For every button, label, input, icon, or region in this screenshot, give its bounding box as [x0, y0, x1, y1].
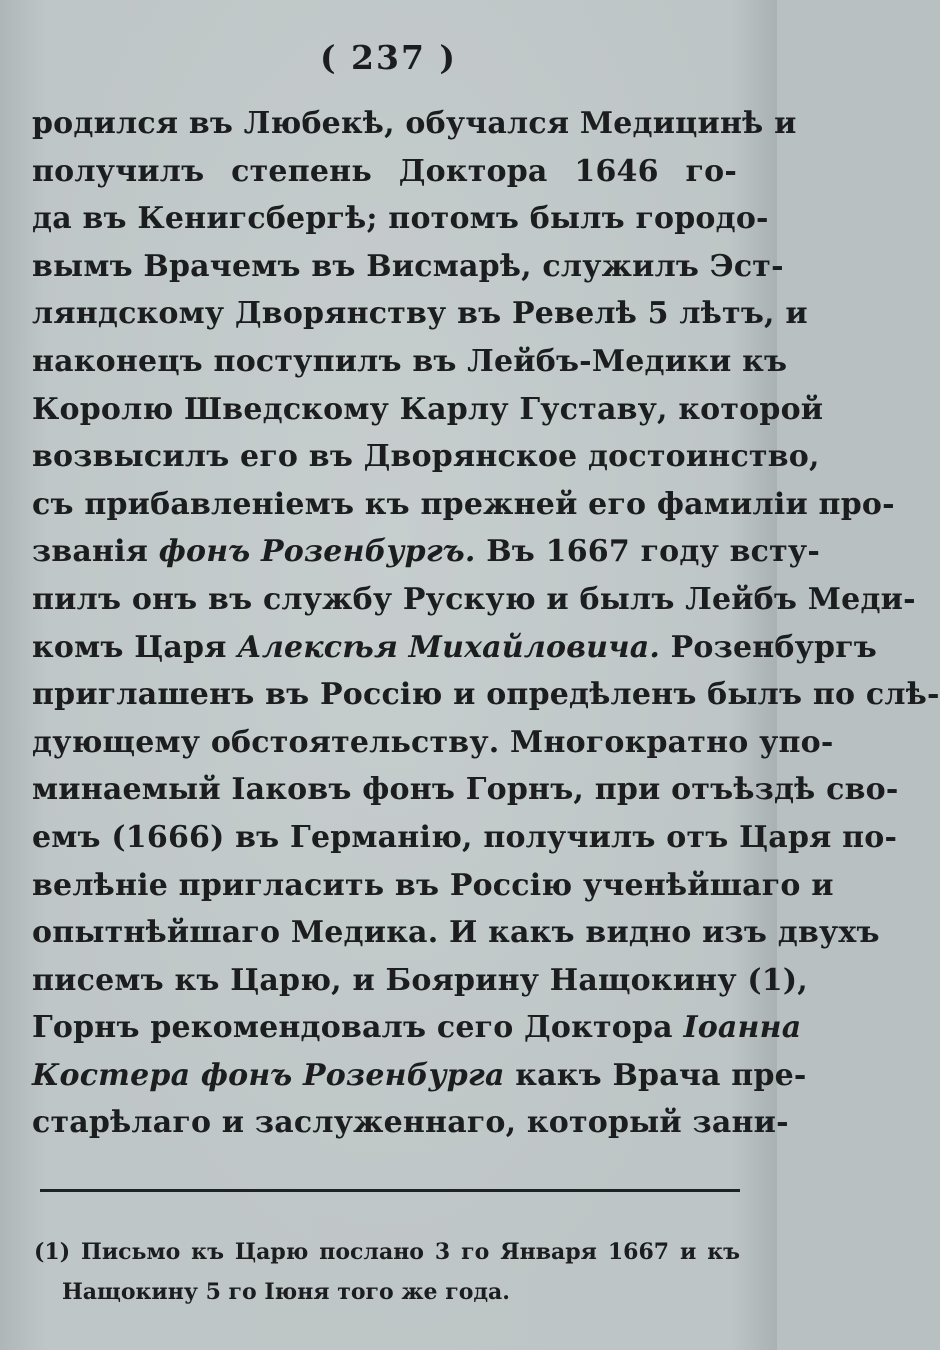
text-run: Горнъ рекомендовалъ сего Доктора [32, 1010, 684, 1046]
text-run: велѣніе пригласить въ Россію ученѣйшаго и [32, 867, 834, 903]
text-line [32, 148, 737, 196]
text-run: минаемый Іаковъ фонъ Горнъ, при отъѣздѣ сво- [32, 772, 899, 808]
text-line [32, 195, 769, 243]
text-line [32, 862, 834, 910]
italic-name: Алексѣя Михайловича. [237, 629, 661, 665]
text-run: Въ 1667 году всту- [475, 534, 820, 570]
body-text [32, 100, 940, 1147]
text-run: Королю Шведскому Карлу Густаву, которой [32, 391, 824, 427]
footnote [34, 1232, 740, 1312]
text-line [32, 290, 808, 338]
text-run: емъ (1666) въ Германію, получилъ отъ Царя по- [32, 819, 898, 855]
text-line [32, 1004, 802, 1052]
text-line [32, 100, 797, 148]
footnote-line: Нащокину 5 го Іюня того же года. [62, 1279, 510, 1305]
text-line [32, 671, 940, 719]
italic-name: Костера фонъ Розенбурга [32, 1057, 505, 1093]
text-run: вымъ Врачемъ въ Висмарѣ, служилъ Эст- [32, 248, 784, 284]
text-line [32, 814, 898, 862]
text-run: да въ Кенигсбергѣ; потомъ былъ городо- [32, 201, 769, 237]
footnote-divider [40, 1189, 740, 1192]
text-run: какъ Врача пре- [504, 1057, 807, 1093]
text-run: дующему обстоятельству. Многократно упо- [32, 724, 834, 760]
text-line [32, 719, 834, 767]
text-run: опытнѣйшаго Медика. И какъ видно изъ двухъ [32, 915, 880, 951]
text-run: возвысилъ его въ Дворянское достоинство, [32, 439, 820, 475]
text-run: получилъ степень Доктора 1646 го- [32, 153, 737, 189]
text-line [32, 576, 916, 624]
text-run: писемъ къ Царю, и Боярину Нащокину (1), [32, 962, 808, 998]
text-line [32, 909, 880, 957]
text-run: приглашенъ въ Россію и опредѣленъ былъ по слѣ- [32, 677, 940, 713]
italic-name: фонъ Розенбургъ. [158, 534, 476, 570]
text-line [32, 243, 784, 291]
italic-name: Іоанна [683, 1010, 802, 1046]
text-line [32, 1052, 807, 1100]
text-line [32, 481, 895, 529]
text-line [32, 433, 820, 481]
text-line [32, 766, 899, 814]
text-line [32, 957, 808, 1005]
text-run: Розенбургъ [660, 629, 878, 665]
text-run: съ прибавленіемъ къ прежней его фамиліи про- [32, 486, 895, 522]
text-line [32, 338, 788, 386]
text-line [32, 386, 824, 434]
text-run: родился въ Любекѣ, обучался Медицинѣ и [32, 106, 797, 141]
footnote-line: (1) Письмо къ Царю послано 3 го Января 1667 и къ [34, 1239, 740, 1265]
text-run: старѣлаго и заслуженнаго, который зани- [32, 1105, 789, 1141]
text-line [32, 624, 878, 672]
text-line [32, 528, 820, 576]
page-number: ( 237 ) [319, 38, 458, 77]
text-line [32, 1099, 789, 1147]
text-run: наконецъ поступилъ въ Лейбъ-Медики къ [32, 343, 788, 379]
text-run: ляндскому Дворянству въ Ревелѣ 5 лѣтъ, и [32, 296, 808, 332]
text-run: комъ Царя [32, 629, 238, 665]
text-run: званія [32, 534, 159, 570]
text-run: пилъ онъ въ службу Рускую и былъ Лейбъ Меди- [32, 581, 916, 617]
